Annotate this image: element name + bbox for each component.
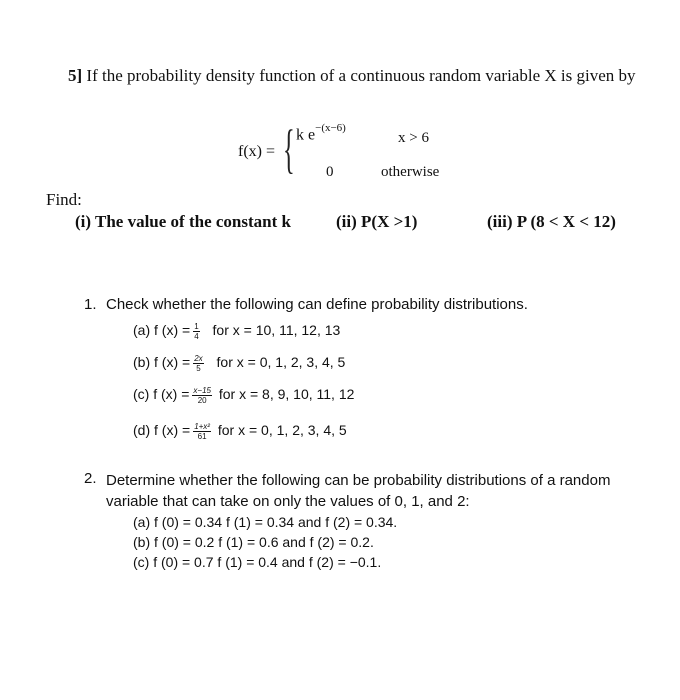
item-domain: for x = 0, 1, 2, 3, 4, 5 — [217, 422, 347, 439]
part-i: (i) The value of the constant k — [75, 212, 291, 231]
item-label: (b) — [133, 354, 151, 371]
item-lhs: f (x) = — [154, 322, 191, 339]
pdf-function-label: f(x) = — [238, 143, 276, 160]
question-1-item-a — [133, 322, 340, 341]
item-label: (a) — [133, 322, 151, 339]
item-fraction — [193, 354, 203, 373]
fraction-denominator: 5 — [196, 364, 201, 373]
part-iii: (iii) P (8 < X < 12) — [487, 212, 616, 231]
question-2-item-b: (b) f (0) = 0.2 f (1) = 0.6 and f (2) = 0.2. — [133, 534, 374, 550]
problem-5-text: If the probability density function of a continuous random variable X is given by — [86, 66, 636, 85]
question-1-number: 1. — [84, 296, 97, 313]
find-label: Find: — [46, 190, 82, 209]
fraction-numerator: 1+x² — [194, 422, 210, 431]
item-domain: for x = 0, 1, 2, 3, 4, 5 — [216, 354, 346, 371]
item-label: (d) — [133, 422, 151, 439]
fraction-denominator: 20 — [197, 396, 207, 405]
fraction-numerator: 2x — [194, 354, 203, 363]
question-1-text: Check whether the following can define probability distributions. — [106, 296, 528, 313]
fraction-denominator: 61 — [197, 432, 207, 441]
question-1-item-b — [133, 354, 345, 373]
item-lhs: f (x) = — [153, 386, 190, 403]
problem-5-statement — [68, 64, 668, 88]
question-1-item-d — [133, 422, 347, 441]
item-domain: for x = 10, 11, 12, 13 — [212, 322, 341, 339]
piecewise-brace: { — [283, 119, 295, 179]
question-1-item-c — [133, 386, 354, 405]
fraction-numerator: x−15 — [193, 386, 211, 395]
pdf-case-1-condition: x > 6 — [398, 130, 429, 146]
item-fraction — [192, 386, 212, 405]
question-2-item-c: (c) f (0) = 0.7 f (1) = 0.4 and f (2) = −0.1. — [133, 554, 382, 570]
pdf-case-2-value: 0 — [326, 164, 334, 180]
item-lhs: f (x) = — [154, 422, 191, 439]
pdf-case-1-base: k e — [296, 126, 316, 144]
item-label: (c) — [133, 386, 150, 403]
item-fraction — [193, 322, 199, 341]
part-ii: (ii) P(X >1) — [336, 212, 418, 231]
pdf-case-1-expression — [296, 124, 346, 144]
question-2-text: Determine whether the following can be probability distributions of a random variable that can take on only the values of 0, 1, and 2: — [106, 472, 611, 510]
fraction-denominator: 4 — [194, 332, 199, 341]
problem-5-number: 5] — [68, 66, 83, 85]
pdf-case-1-exponent: −(x−6) — [315, 122, 346, 134]
question-2-item-a: (a) f (0) = 0.34 f (1) = 0.34 and f (2) = 0.34. — [133, 514, 398, 530]
item-lhs: f (x) = — [154, 354, 191, 371]
item-domain: for x = 8, 9, 10, 11, 12 — [218, 386, 355, 403]
question-2-number: 2. — [84, 470, 97, 487]
pdf-case-2-condition: otherwise — [381, 164, 440, 180]
item-fraction — [193, 422, 211, 441]
fraction-numerator: 1 — [194, 322, 199, 331]
